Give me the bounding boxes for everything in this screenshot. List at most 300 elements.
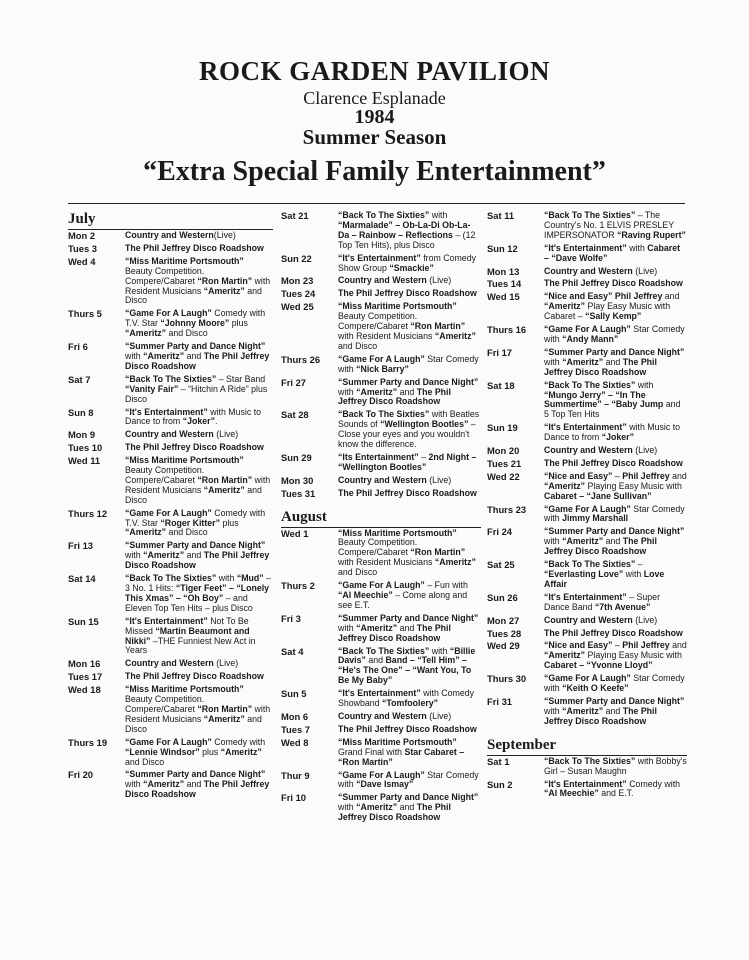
schedule-entry [281, 614, 481, 644]
entry-text: Playing Easy Music with [585, 480, 682, 491]
entry-text: with [544, 356, 563, 367]
entry-highlight: “Smackie” [389, 262, 434, 273]
entry-highlight: Star Cabaret – “Ron Martin” [338, 746, 465, 767]
entry-highlight: “Tiger Feet” – “Lonely This Xmas” – “Oh Boy” [125, 583, 270, 603]
schedule-entry [281, 793, 481, 823]
entry-text: Beauty Competition. Compere/Cabaret [125, 465, 205, 485]
schedule-entry [68, 541, 273, 571]
entry-day: Tues 10 [68, 442, 103, 454]
entry-text: and E.T. [598, 788, 634, 799]
entry-highlight: “Ameritz” [356, 802, 398, 813]
entry-text: with [544, 705, 563, 716]
entry-text: and Disco [338, 567, 378, 578]
entry-description [544, 423, 687, 443]
schedule-entry [281, 689, 481, 709]
entry-highlight: The Phil Jeffrey Disco Roadshow [544, 627, 683, 638]
section-gap [487, 730, 687, 737]
entry-highlight: “Game For A Laugh” [338, 769, 425, 780]
entry-description [544, 527, 687, 557]
schedule-entry [68, 574, 273, 614]
entry-day: Wed 29 [487, 640, 520, 652]
entry-text: and [669, 640, 687, 651]
schedule-entry [68, 231, 273, 241]
entry-description [544, 697, 687, 727]
entry-highlight: “Back To The Sixties” [338, 645, 430, 656]
entry-highlight: “Ron Martin” [197, 703, 253, 714]
entry-description [125, 430, 273, 440]
entry-text: Comedy with [626, 778, 681, 789]
entry-text: with Resident Musicians [125, 474, 271, 495]
entry-highlight: The Phil Jeffrey Disco Roadshow [544, 356, 657, 377]
entry-description [338, 489, 481, 499]
entry-description [125, 257, 273, 307]
entry-highlight: “Game For A Laugh” [544, 324, 631, 335]
entry-text: with [338, 622, 357, 633]
entry-text: with Bobby's Girl – Susan Maughn [544, 755, 687, 776]
entry-description [338, 738, 481, 768]
entry-description [338, 647, 481, 687]
schedule-column-3 [487, 211, 687, 802]
entry-text: and Disco [166, 527, 208, 538]
entry-day: Fri 13 [68, 540, 94, 552]
entry-text: (Live) [426, 710, 452, 721]
entry-description [338, 793, 481, 823]
schedule-entry [68, 685, 273, 735]
entry-text: – Close your eyes and you wouldn't know the difference. [338, 419, 476, 450]
header-divider [68, 203, 685, 204]
entry-text: (Live) [632, 614, 658, 625]
entry-highlight: “7th Avenue” [594, 601, 651, 612]
entry-highlight: “Back To The Sixties” [338, 210, 430, 220]
entry-day: Fri 6 [68, 341, 88, 353]
entry-description [544, 505, 687, 525]
schedule-entry [487, 423, 687, 443]
entry-text: . [214, 416, 218, 427]
schedule-entry [281, 771, 481, 791]
entry-highlight: “Miss Maritime Portsmouth” [338, 527, 457, 538]
entry-highlight: “Ron Martin” [197, 275, 253, 286]
schedule-entry [281, 647, 481, 687]
entry-highlight: Country and Western [544, 265, 633, 276]
entry-description [125, 770, 273, 800]
entry-day: Wed 1 [281, 527, 309, 539]
entry-description [125, 672, 273, 682]
entry-description [544, 616, 687, 626]
entry-highlight: “Lennie Windsor” [125, 746, 200, 757]
entry-highlight: “Raving Rupert” [617, 229, 686, 240]
entry-day: Sat 21 [281, 210, 309, 221]
entry-text: – Star Band [216, 373, 266, 384]
entry-day: Wed 25 [281, 301, 314, 313]
entry-highlight: “Al Meechie” [544, 788, 599, 799]
entry-highlight: 2nd Night – “Wellington Bootles” [338, 451, 477, 472]
entry-highlight: The Phil Jeffrey Disco Roadshow [338, 386, 451, 407]
entry-text: – [612, 640, 623, 651]
schedule-entry [281, 476, 481, 486]
entry-description [544, 446, 687, 456]
entry-highlight: “Ameritz” [143, 550, 185, 561]
entry-description [125, 309, 273, 339]
entry-text: –THE Funniest New Act in Years [125, 635, 256, 656]
entry-highlight: “Joker” [182, 416, 215, 427]
schedule-entry [487, 780, 687, 800]
entry-text: (Live) [632, 445, 658, 456]
entry-highlight: “Mud” [236, 573, 264, 584]
entry-highlight: “It's Entertainment” [544, 422, 627, 433]
entry-highlight: The Phil Jeffrey Disco Roadshow [338, 723, 477, 734]
month-heading: July [68, 211, 96, 227]
entry-highlight: Phil Jeffrey [614, 291, 663, 302]
entry-day: Tues 31 [281, 487, 316, 499]
entry-text: – Come along and see E.T. [338, 590, 468, 610]
entry-day: Sat 4 [281, 645, 304, 657]
schedule-entry [487, 527, 687, 557]
entry-highlight: “Everlasting Love” [544, 569, 624, 579]
entry-text: with Resident Musicians [338, 557, 435, 568]
schedule-entry [68, 770, 273, 800]
entry-description [338, 529, 481, 579]
entry-text: from Comedy Show Group [338, 252, 476, 273]
entry-highlight: The Phil Jeffrey Disco Roadshow [544, 278, 683, 289]
entry-highlight: “Miss Maritime Portsmouth” [125, 684, 244, 695]
entry-highlight: “It's Entertainment” [544, 591, 627, 602]
entry-highlight: Country and Western [125, 658, 214, 669]
schedule-entry [68, 342, 273, 372]
entry-text: and Disco [125, 285, 262, 306]
entry-text: Beauty Competition. Compere/Cabaret [125, 694, 205, 714]
entry-highlight: “It's Entertainment” [338, 252, 421, 263]
schedule-column-2 [281, 211, 481, 826]
entry-description [125, 509, 273, 539]
entry-highlight: Country and Western [125, 230, 214, 240]
entry-text: and [397, 622, 417, 633]
schedule-entry [68, 257, 273, 307]
entry-highlight: Country and Western [125, 429, 214, 440]
entry-day: Wed 18 [68, 684, 101, 696]
entry-highlight: Country and Western [338, 275, 427, 286]
entry-highlight: “Nice and Easy” [544, 640, 613, 651]
entry-highlight: “Ron Martin” [410, 547, 466, 558]
entry-highlight: “Ameritz” [125, 328, 167, 339]
section-gap [281, 502, 481, 509]
schedule-entry [68, 443, 273, 453]
schedule-entry [487, 593, 687, 613]
entry-description [125, 443, 273, 453]
entry-text: – (12 Top Ten Hits), plus Disco [338, 229, 476, 250]
entry-description [125, 244, 273, 254]
entry-text: with Music to Dance to from [125, 406, 262, 427]
schedule-entry [281, 254, 481, 274]
entry-day: Thurs 23 [487, 503, 527, 515]
schedule-entry [487, 472, 687, 502]
entry-highlight: “Wellington Bootles” [380, 419, 469, 430]
entry-description [125, 738, 273, 768]
entry-highlight: “Its Entertainment” [338, 451, 419, 462]
entry-day: Wed 15 [487, 291, 520, 303]
entry-highlight: Cabaret – “Yvonne Lloyd” [544, 660, 653, 671]
entry-text: and [365, 655, 386, 666]
schedule-entry [68, 456, 273, 506]
entry-highlight: The Phil Jeffrey Disco Roadshow [338, 622, 451, 643]
entry-text: – and Eleven Top Ten Hits – plus Disco [125, 592, 253, 613]
entry-highlight: “Game For A Laugh” [338, 580, 425, 591]
entry-highlight: Phil Jeffrey [622, 640, 670, 651]
entry-highlight: “Game For A Laugh” [125, 736, 212, 747]
entry-text: with Resident Musicians [338, 330, 435, 341]
schedule-entry [281, 302, 481, 352]
entry-text: Star Comedy with [544, 503, 685, 524]
entry-day: Sat 28 [281, 409, 309, 421]
entry-highlight: “Game For A Laugh” [338, 353, 425, 364]
entry-highlight: “Nick Barry” [356, 363, 409, 374]
entry-description [544, 459, 687, 469]
entry-text: – Fun with [424, 580, 468, 591]
entry-text: – [612, 470, 623, 481]
schedule-entry [68, 430, 273, 440]
schedule-entry [487, 560, 687, 590]
schedule-entry [487, 616, 687, 626]
entry-description [544, 641, 687, 671]
entry-highlight: “Johnny Moore” [160, 318, 230, 329]
schedule-entry [487, 459, 687, 469]
entry-text: with Resident Musicians [125, 703, 271, 724]
entry-description [338, 289, 481, 299]
entry-day: Mon 2 [68, 230, 96, 241]
entry-highlight: “Back To The Sixties” [544, 559, 636, 570]
entry-description [544, 292, 687, 322]
entry-highlight: “Ron Martin” [410, 321, 466, 332]
entry-highlight: The Phil Jeffrey Disco Roadshow [125, 671, 264, 682]
entry-highlight: “Game For A Laugh” [544, 503, 631, 514]
entry-highlight: The Phil Jeffrey Disco Roadshow [338, 487, 477, 498]
entry-day: Thurs 2 [281, 580, 315, 592]
entry-description [338, 725, 481, 735]
entry-day: Tues 24 [281, 288, 316, 300]
entry-day: Mon 23 [281, 275, 314, 287]
entry-text: (Live) [213, 429, 239, 440]
entry-highlight: The Phil Jeffrey Disco Roadshow [125, 779, 270, 800]
entry-description [544, 472, 687, 502]
entry-text: – “Hitchin A Ride” plus Disco [125, 383, 268, 404]
schedule-entry [281, 211, 481, 251]
schedule-entry [281, 738, 481, 768]
entry-day: Wed 22 [487, 470, 520, 482]
entry-day: Tues 21 [487, 457, 522, 469]
entry-highlight: “Al Meechie” [338, 590, 393, 600]
entry-highlight: “Back To The Sixties” [544, 210, 636, 220]
entry-day: Wed 4 [68, 255, 96, 267]
schedule-entry [487, 292, 687, 322]
entry-highlight: “Game For A Laugh” [544, 673, 631, 684]
entry-highlight: “Summer Party and Dance Night” [338, 612, 479, 623]
entry-highlight: The Phil Jeffrey Disco Roadshow [125, 350, 270, 371]
entry-highlight: “Summer Party and Dance Night” [544, 526, 685, 537]
entry-text: Star Comedy with [338, 353, 479, 374]
entry-day: Thur 9 [281, 769, 310, 781]
entry-highlight: “Ameritz” [544, 301, 586, 312]
schedule-entry [281, 276, 481, 286]
entry-day: Thurs 5 [68, 308, 102, 320]
entry-highlight: “Back To The Sixties” [125, 573, 217, 584]
entry-highlight: “Game For A Laugh” [125, 308, 212, 319]
entry-text: plus [229, 318, 248, 329]
entry-highlight: “Summer Party and Dance Night” [338, 376, 479, 387]
entry-description [125, 541, 273, 571]
entry-day: Tues 7 [281, 723, 311, 735]
entry-description [125, 456, 273, 506]
schedule-entry [487, 279, 687, 289]
entry-highlight: “Ameritz” [143, 779, 185, 790]
schedule-entry [68, 672, 273, 682]
entry-description [125, 574, 273, 614]
entry-text: and [184, 350, 204, 361]
entry-day: Tues 28 [487, 627, 522, 639]
entry-text: Comedy with [211, 736, 266, 747]
entry-text: (Live) [426, 474, 452, 485]
entry-highlight: “It's Entertainment” [544, 242, 627, 253]
schedule-column-1 [68, 211, 273, 803]
entry-description [125, 685, 273, 735]
schedule-entry [281, 355, 481, 375]
entry-day: Sun 12 [487, 242, 518, 254]
entry-day: Thurs 12 [68, 507, 108, 519]
entry-day: Tues 14 [487, 278, 522, 290]
entry-day: Mon 6 [281, 710, 309, 722]
entry-text: Play Easy Music with Cabaret – [544, 301, 671, 322]
entry-description [338, 614, 481, 644]
entry-highlight: “It's Entertainment” [544, 778, 627, 789]
schedule-entry [68, 738, 273, 768]
entry-description [338, 355, 481, 375]
entry-day: Mon 30 [281, 474, 314, 486]
schedule-entry [487, 348, 687, 378]
schedule-entry [281, 581, 481, 611]
entry-highlight: Country and Western [338, 710, 427, 721]
entry-text: (Live) [213, 658, 239, 669]
entry-highlight: “Ameritz” [125, 527, 167, 538]
entry-highlight: “Back To The Sixties” [125, 373, 217, 384]
entry-highlight: “Ameritz” [356, 622, 398, 633]
entry-text: and [397, 802, 417, 813]
entry-highlight: “It's Entertainment” [125, 406, 208, 417]
entry-text: Grand Final with [338, 746, 405, 757]
entry-highlight: “Ameritz” [203, 484, 245, 495]
entry-highlight: “Miss Maritime Portsmouth” [338, 301, 457, 312]
entry-day: Mon 13 [487, 265, 520, 277]
entry-highlight: “Mungo Jerry” – “In The Summertime” – “Baby Jump [544, 389, 664, 410]
entry-text: and [184, 550, 204, 561]
entry-highlight: “Ameritz” [544, 480, 586, 491]
schedule-entry [487, 325, 687, 345]
entry-text: and 5 Top Ten Hits [544, 399, 681, 420]
entry-text: and Disco [125, 484, 262, 505]
entry-text: with [429, 645, 450, 656]
entry-day: Fri 31 [487, 695, 513, 707]
entry-description [338, 410, 481, 450]
entry-day: Sun 19 [487, 422, 518, 434]
entry-text: with [216, 573, 237, 584]
entry-text: and [397, 386, 417, 397]
entry-highlight: Love Affair [544, 569, 665, 589]
entry-day: Thurs 16 [487, 324, 527, 336]
entry-description [544, 674, 687, 694]
entry-highlight: “Ameritz” [544, 650, 586, 661]
entry-highlight: “Keith O Keefe” [562, 683, 629, 694]
entry-highlight: “Game For A Laugh” [125, 507, 212, 518]
entry-highlight: “Ameritz” [356, 386, 398, 397]
schedule-entry [281, 489, 481, 499]
schedule-entry [487, 674, 687, 694]
entry-description [544, 348, 687, 378]
entry-day: Mon 27 [487, 614, 520, 626]
entry-text: Beauty Competition. Compere/Cabaret [125, 265, 205, 286]
entry-description [338, 771, 481, 791]
schedule-entry [68, 659, 273, 669]
schedule-entry [68, 408, 273, 428]
entry-text: with Beatles Sounds of [338, 409, 480, 430]
entry-text: and [603, 705, 623, 716]
entry-highlight: “Joker” [601, 432, 634, 443]
entry-highlight: “Ameritz” [562, 536, 604, 547]
entry-highlight: “Summer Party and Dance Night” [338, 792, 479, 803]
entry-highlight: “Dave Ismay” [356, 779, 414, 790]
entry-text: with [623, 569, 644, 579]
entry-description [338, 211, 481, 251]
entry-text: – The Country's No. 1 ELVIS PRESLEY IMPERSONATOR [544, 210, 674, 240]
entry-highlight: “It's Entertainment” [338, 688, 421, 699]
entry-text: with Comedy Showband [338, 688, 475, 709]
entry-day: Fri 20 [68, 769, 94, 781]
entry-highlight: “Tomfoolery” [382, 698, 439, 709]
entry-highlight: “Ameritz” [203, 713, 245, 724]
entry-description [125, 617, 273, 657]
entry-highlight: The Phil Jeffrey Disco Roadshow [544, 457, 683, 468]
entry-text: and [662, 291, 680, 302]
entry-highlight: Country and Western [544, 614, 633, 625]
entry-highlight: The Phil Jeffrey Disco Roadshow [125, 242, 264, 253]
entry-highlight: “Back To The Sixties” [544, 379, 636, 390]
schedule-entry [281, 529, 481, 579]
schedule-entry [281, 378, 481, 408]
entry-text: Beauty Competition. Compere/Cabaret [338, 537, 418, 558]
schedule-entry [68, 617, 273, 657]
entry-day: Thurs 26 [281, 353, 321, 365]
entry-highlight: “Vanity Fair” [125, 383, 179, 394]
entry-description [338, 378, 481, 408]
entry-text: with [338, 802, 357, 813]
entry-text: with [125, 550, 144, 561]
entry-highlight: The Phil Jeffrey Disco Roadshow [338, 802, 451, 823]
entry-highlight: The Phil Jeffrey Disco Roadshow [544, 705, 657, 726]
entry-highlight: “Miss Maritime Portsmouth” [125, 455, 244, 466]
year: 1984 [354, 106, 395, 128]
entry-text: and Disco [166, 328, 208, 339]
entry-description [125, 231, 273, 241]
entry-highlight: Phil Jeffrey [622, 470, 670, 481]
entry-text: – [635, 559, 643, 570]
entry-day: Tues 3 [68, 242, 98, 254]
entry-description [544, 381, 687, 421]
entry-day: Sun 26 [487, 591, 518, 603]
location: Clarence Esplanade [303, 88, 446, 108]
entry-description [125, 375, 273, 405]
month-heading: September [487, 736, 557, 753]
entry-description [544, 757, 687, 777]
entry-highlight: The Phil Jeffrey Disco Roadshow [338, 288, 477, 299]
entry-text: and [669, 470, 687, 481]
entry-highlight: The Phil Jeffrey Disco Roadshow [544, 536, 657, 557]
entry-highlight: “Nice and Easy” [544, 470, 613, 481]
